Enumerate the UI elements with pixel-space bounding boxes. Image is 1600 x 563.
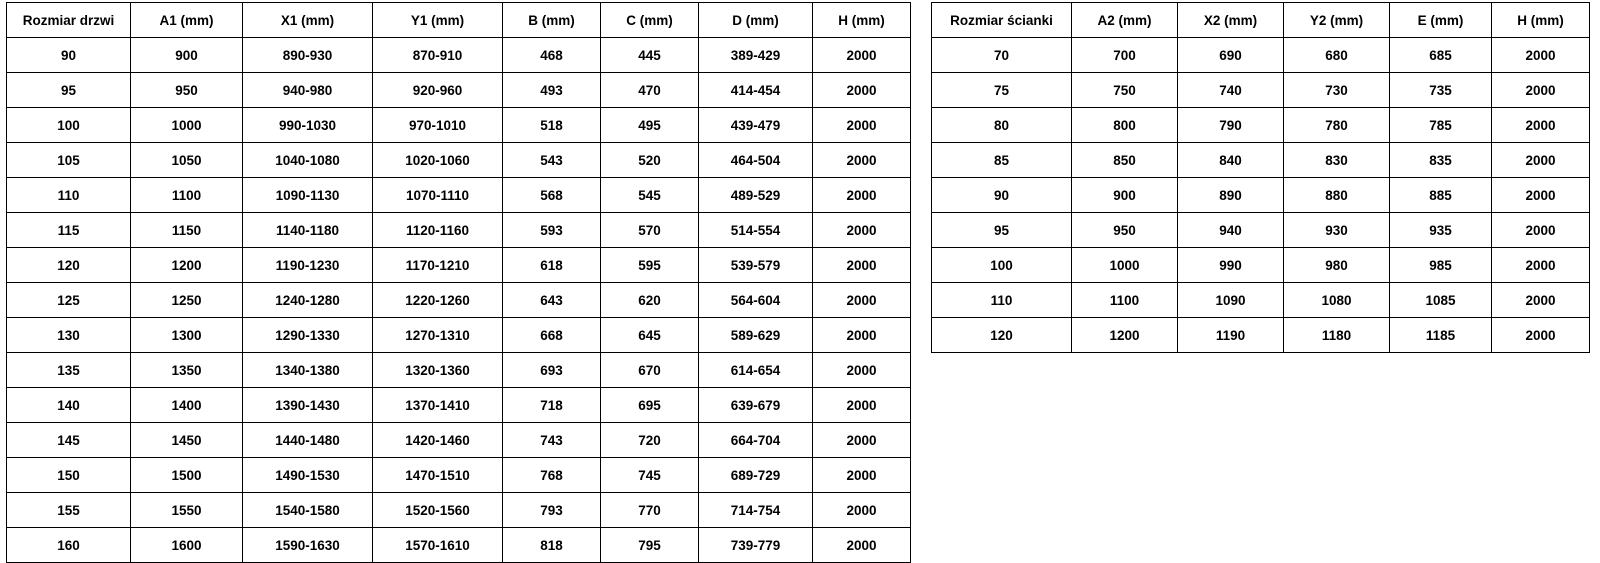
table-cell: 1180 xyxy=(1284,318,1390,353)
table-cell: 990 xyxy=(1178,248,1284,283)
table-cell: 150 xyxy=(7,458,131,493)
table-cell: 2000 xyxy=(813,143,911,178)
table-row xyxy=(7,388,911,423)
table-cell: 2000 xyxy=(813,528,911,563)
column-header: Y2 (mm) xyxy=(1284,3,1390,38)
table-cell: 1520-1560 xyxy=(373,493,503,528)
table-cell: 950 xyxy=(1072,213,1178,248)
table-cell: 1070-1110 xyxy=(373,178,503,213)
table-cell: 1000 xyxy=(131,108,243,143)
table-cell: 718 xyxy=(503,388,601,423)
table-row xyxy=(932,73,1590,108)
table-row xyxy=(932,248,1590,283)
table-cell: 1200 xyxy=(1072,318,1178,353)
table-cell: 493 xyxy=(503,73,601,108)
table-cell: 1320-1360 xyxy=(373,353,503,388)
table-cell: 800 xyxy=(1072,108,1178,143)
table-row xyxy=(7,528,911,563)
table-cell: 1290-1330 xyxy=(243,318,373,353)
table-cell: 105 xyxy=(7,143,131,178)
table-cell: 2000 xyxy=(1492,38,1590,73)
table-cell: 1470-1510 xyxy=(373,458,503,493)
table-cell: 689-729 xyxy=(699,458,813,493)
table-cell: 2000 xyxy=(813,73,911,108)
table-row xyxy=(7,108,911,143)
table-cell: 1370-1410 xyxy=(373,388,503,423)
table-cell: 1100 xyxy=(131,178,243,213)
table-cell: 1570-1610 xyxy=(373,528,503,563)
table-cell: 1120-1160 xyxy=(373,213,503,248)
table-cell: 520 xyxy=(601,143,699,178)
table-cell: 700 xyxy=(1072,38,1178,73)
column-header: A1 (mm) xyxy=(131,3,243,38)
table-cell: 720 xyxy=(601,423,699,458)
table-cell: 90 xyxy=(7,38,131,73)
table-row xyxy=(932,318,1590,353)
table-cell: 95 xyxy=(932,213,1072,248)
table-cell: 680 xyxy=(1284,38,1390,73)
table-cell: 870-910 xyxy=(373,38,503,73)
table-cell: 2000 xyxy=(813,283,911,318)
table-cell: 730 xyxy=(1284,73,1390,108)
table-cell: 840 xyxy=(1178,143,1284,178)
table-cell: 985 xyxy=(1390,248,1492,283)
table-cell: 2000 xyxy=(813,388,911,423)
table-cell: 1490-1530 xyxy=(243,458,373,493)
table-row xyxy=(7,493,911,528)
table-cell: 1300 xyxy=(131,318,243,353)
column-header: A2 (mm) xyxy=(1072,3,1178,38)
table-row xyxy=(932,213,1590,248)
table-cell: 90 xyxy=(932,178,1072,213)
table-cell: 110 xyxy=(932,283,1072,318)
table-cell: 2000 xyxy=(813,458,911,493)
table-cell: 595 xyxy=(601,248,699,283)
column-header: X1 (mm) xyxy=(243,3,373,38)
column-header: C (mm) xyxy=(601,3,699,38)
table-cell: 735 xyxy=(1390,73,1492,108)
doors-dimensions-table xyxy=(6,2,911,563)
column-header: Rozmiar drzwi xyxy=(7,3,131,38)
table-row xyxy=(932,108,1590,143)
table-cell: 950 xyxy=(131,73,243,108)
table-cell: 745 xyxy=(601,458,699,493)
table-cell: 70 xyxy=(932,38,1072,73)
table-cell: 770 xyxy=(601,493,699,528)
table-row xyxy=(7,38,911,73)
table-cell: 685 xyxy=(1390,38,1492,73)
table-cell: 835 xyxy=(1390,143,1492,178)
table-cell: 2000 xyxy=(813,213,911,248)
table-cell: 2000 xyxy=(1492,143,1590,178)
table-cell: 1500 xyxy=(131,458,243,493)
table-cell: 618 xyxy=(503,248,601,283)
table-cell: 115 xyxy=(7,213,131,248)
table-cell: 920-960 xyxy=(373,73,503,108)
table-row xyxy=(932,38,1590,73)
table-row xyxy=(932,178,1590,213)
table-cell: 439-479 xyxy=(699,108,813,143)
table-cell: 125 xyxy=(7,283,131,318)
table-cell: 2000 xyxy=(1492,73,1590,108)
table-cell: 739-779 xyxy=(699,528,813,563)
table-cell: 890 xyxy=(1178,178,1284,213)
table-cell: 785 xyxy=(1390,108,1492,143)
table-cell: 818 xyxy=(503,528,601,563)
table-cell: 2000 xyxy=(1492,283,1590,318)
table-cell: 1270-1310 xyxy=(373,318,503,353)
table-cell: 85 xyxy=(932,143,1072,178)
table-cell: 830 xyxy=(1284,143,1390,178)
table-cell: 1090 xyxy=(1178,283,1284,318)
table-cell: 2000 xyxy=(813,423,911,458)
table-cell: 110 xyxy=(7,178,131,213)
table-cell: 1000 xyxy=(1072,248,1178,283)
table-row xyxy=(7,458,911,493)
table-cell: 664-704 xyxy=(699,423,813,458)
table-row xyxy=(7,423,911,458)
table-cell: 1250 xyxy=(131,283,243,318)
table-cell: 543 xyxy=(503,143,601,178)
column-header: D (mm) xyxy=(699,3,813,38)
table-cell: 1590-1630 xyxy=(243,528,373,563)
table-cell: 1400 xyxy=(131,388,243,423)
table-cell: 940-980 xyxy=(243,73,373,108)
table-cell: 1190 xyxy=(1178,318,1284,353)
table-cell: 690 xyxy=(1178,38,1284,73)
table-cell: 940 xyxy=(1178,213,1284,248)
table-cell: 970-1010 xyxy=(373,108,503,143)
table-cell: 850 xyxy=(1072,143,1178,178)
table-cell: 1050 xyxy=(131,143,243,178)
table-cell: 768 xyxy=(503,458,601,493)
table-cell: 1240-1280 xyxy=(243,283,373,318)
table-row xyxy=(7,283,911,318)
table-cell: 1100 xyxy=(1072,283,1178,318)
table-cell: 2000 xyxy=(1492,178,1590,213)
table-cell: 780 xyxy=(1284,108,1390,143)
table-cell: 568 xyxy=(503,178,601,213)
table-cell: 1550 xyxy=(131,493,243,528)
table-cell: 935 xyxy=(1390,213,1492,248)
table-cell: 639-679 xyxy=(699,388,813,423)
table-cell: 2000 xyxy=(1492,108,1590,143)
table-cell: 750 xyxy=(1072,73,1178,108)
table-cell: 1040-1080 xyxy=(243,143,373,178)
table-row xyxy=(932,143,1590,178)
table-cell: 2000 xyxy=(813,108,911,143)
table-cell: 120 xyxy=(932,318,1072,353)
table-cell: 740 xyxy=(1178,73,1284,108)
table-cell: 140 xyxy=(7,388,131,423)
table-header-row xyxy=(7,3,911,38)
table-cell: 793 xyxy=(503,493,601,528)
table-cell: 1200 xyxy=(131,248,243,283)
table-cell: 1340-1380 xyxy=(243,353,373,388)
table-cell: 155 xyxy=(7,493,131,528)
table-cell: 489-529 xyxy=(699,178,813,213)
table-row xyxy=(7,318,911,353)
table-cell: 743 xyxy=(503,423,601,458)
table-cell: 135 xyxy=(7,353,131,388)
table-header-row xyxy=(932,3,1590,38)
table-cell: 389-429 xyxy=(699,38,813,73)
table-row xyxy=(932,283,1590,318)
table-cell: 570 xyxy=(601,213,699,248)
table-cell: 2000 xyxy=(813,353,911,388)
table-cell: 643 xyxy=(503,283,601,318)
table-cell: 160 xyxy=(7,528,131,563)
table-cell: 518 xyxy=(503,108,601,143)
column-header: Rozmiar ścianki xyxy=(932,3,1072,38)
table-row xyxy=(7,248,911,283)
table-cell: 1080 xyxy=(1284,283,1390,318)
table-cell: 100 xyxy=(7,108,131,143)
table-cell: 880 xyxy=(1284,178,1390,213)
table-cell: 714-754 xyxy=(699,493,813,528)
table-cell: 1140-1180 xyxy=(243,213,373,248)
column-header: X2 (mm) xyxy=(1178,3,1284,38)
table-cell: 80 xyxy=(932,108,1072,143)
table-cell: 2000 xyxy=(813,493,911,528)
table-cell: 890-930 xyxy=(243,38,373,73)
table-cell: 545 xyxy=(601,178,699,213)
column-header: H (mm) xyxy=(813,3,911,38)
table-cell: 1190-1230 xyxy=(243,248,373,283)
table-cell: 1540-1580 xyxy=(243,493,373,528)
table-row xyxy=(7,353,911,388)
table-cell: 470 xyxy=(601,73,699,108)
table-cell: 645 xyxy=(601,318,699,353)
column-header: Y1 (mm) xyxy=(373,3,503,38)
table-cell: 1150 xyxy=(131,213,243,248)
table-cell: 514-554 xyxy=(699,213,813,248)
table-cell: 95 xyxy=(7,73,131,108)
table-cell: 1085 xyxy=(1390,283,1492,318)
walls-dimensions-table-container xyxy=(931,2,1590,353)
column-header: E (mm) xyxy=(1390,3,1492,38)
table-cell: 1600 xyxy=(131,528,243,563)
table-cell: 564-604 xyxy=(699,283,813,318)
table-cell: 464-504 xyxy=(699,143,813,178)
table-cell: 1020-1060 xyxy=(373,143,503,178)
table-cell: 2000 xyxy=(1492,248,1590,283)
table-cell: 145 xyxy=(7,423,131,458)
table-cell: 495 xyxy=(601,108,699,143)
walls-dimensions-table xyxy=(931,2,1590,353)
table-cell: 130 xyxy=(7,318,131,353)
table-cell: 445 xyxy=(601,38,699,73)
table-cell: 468 xyxy=(503,38,601,73)
table-cell: 100 xyxy=(932,248,1072,283)
table-cell: 695 xyxy=(601,388,699,423)
table-cell: 1220-1260 xyxy=(373,283,503,318)
table-cell: 2000 xyxy=(1492,318,1590,353)
table-cell: 1390-1430 xyxy=(243,388,373,423)
table-cell: 1440-1480 xyxy=(243,423,373,458)
column-header: H (mm) xyxy=(1492,3,1590,38)
table-row xyxy=(7,213,911,248)
table-cell: 2000 xyxy=(813,248,911,283)
table-cell: 539-579 xyxy=(699,248,813,283)
table-cell: 930 xyxy=(1284,213,1390,248)
table-cell: 1350 xyxy=(131,353,243,388)
table-cell: 900 xyxy=(1072,178,1178,213)
table-cell: 75 xyxy=(932,73,1072,108)
table-row xyxy=(7,73,911,108)
table-cell: 2000 xyxy=(813,318,911,353)
column-header: B (mm) xyxy=(503,3,601,38)
table-cell: 668 xyxy=(503,318,601,353)
table-cell: 990-1030 xyxy=(243,108,373,143)
table-cell: 1185 xyxy=(1390,318,1492,353)
table-cell: 1450 xyxy=(131,423,243,458)
table-cell: 1090-1130 xyxy=(243,178,373,213)
table-cell: 614-654 xyxy=(699,353,813,388)
table-cell: 120 xyxy=(7,248,131,283)
table-row xyxy=(7,178,911,213)
table-row xyxy=(7,143,911,178)
table-cell: 2000 xyxy=(813,178,911,213)
table-cell: 2000 xyxy=(813,38,911,73)
table-cell: 980 xyxy=(1284,248,1390,283)
doors-dimensions-table-container xyxy=(6,2,911,563)
table-cell: 885 xyxy=(1390,178,1492,213)
table-cell: 593 xyxy=(503,213,601,248)
table-cell: 693 xyxy=(503,353,601,388)
table-cell: 1420-1460 xyxy=(373,423,503,458)
table-cell: 2000 xyxy=(1492,213,1590,248)
table-cell: 670 xyxy=(601,353,699,388)
table-cell: 620 xyxy=(601,283,699,318)
table-cell: 900 xyxy=(131,38,243,73)
table-cell: 1170-1210 xyxy=(373,248,503,283)
table-cell: 414-454 xyxy=(699,73,813,108)
table-cell: 589-629 xyxy=(699,318,813,353)
table-cell: 795 xyxy=(601,528,699,563)
table-cell: 790 xyxy=(1178,108,1284,143)
